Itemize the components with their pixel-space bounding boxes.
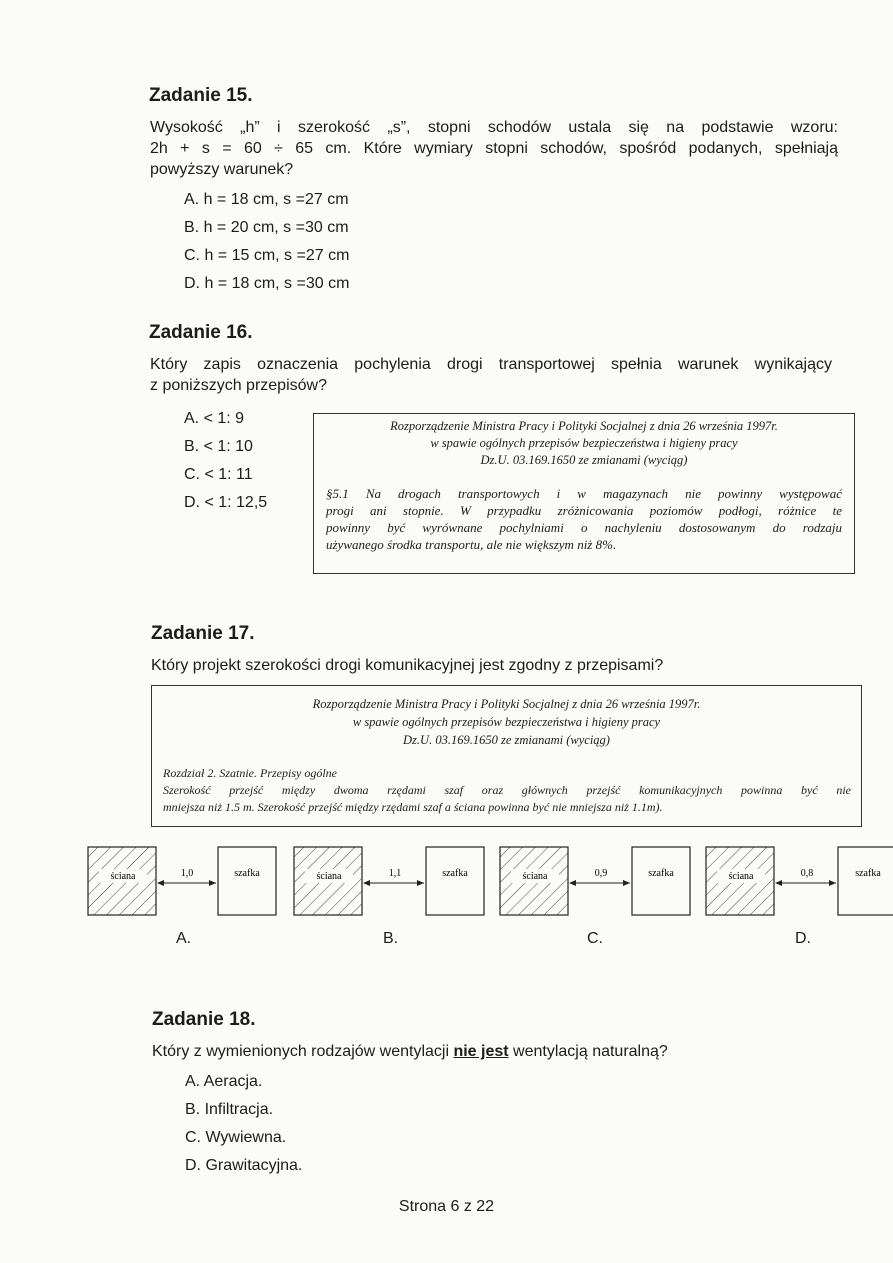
regulation-title-line: Rozporządzenie Ministra Pracy i Polityki Socjalnej z dnia 26 września 1997r.	[312, 697, 701, 711]
q17-diagram-a-letter: A.	[176, 930, 192, 947]
q15-question-line: Wysokość „h” i szerokość „s”, stopni schodów ustala się na podstawie wzoru:	[150, 119, 838, 136]
cabinet-label: szafka	[855, 868, 881, 879]
regulation-title-line: w spawie ogólnych przepisów bezpieczeństwa i higieny pracy	[352, 715, 661, 729]
q16-regulation-title	[314, 418, 854, 469]
q18-option-a: A. Aeracja.	[185, 1073, 263, 1090]
q16-question-line: z poniższych przepisów?	[150, 377, 327, 394]
q15-option-d: D. h = 18 cm, s =30 cm	[184, 275, 350, 292]
q15-question-line: powyższy warunek?	[150, 161, 294, 178]
distance-label: 1,1	[388, 868, 402, 879]
cabinet-block	[632, 847, 690, 915]
q17-regulation-title	[152, 695, 861, 749]
cabinet-label: szafka	[648, 868, 674, 879]
wall-label: ściana	[316, 871, 342, 882]
q17-regulation-box	[151, 685, 862, 827]
q18-option-d: D. Grawitacyjna.	[185, 1157, 303, 1174]
q17-diagram-d	[705, 845, 893, 917]
q18-option-c: C. Wywiewna.	[185, 1129, 287, 1146]
q16-option-d: D. < 1: 12,5	[184, 494, 268, 511]
wall-label: ściana	[522, 871, 548, 882]
regulation-text-line: mniejsza niż 1.5 m. Szerokość przejść między rzędami szaf a ściana powinna być nie mniejsza niż 1.1m).	[163, 800, 663, 814]
q17-diagram-b-letter: B.	[383, 930, 399, 947]
cabinet-label: szafka	[442, 868, 468, 879]
regulation-text-line: §5.1 Na drogach transportowych i w magazynach nie powinny występować	[326, 486, 842, 501]
wall-label: ściana	[728, 871, 754, 882]
q15-option-b: B. h = 20 cm, s =30 cm	[184, 219, 349, 236]
q16-regulation-box	[313, 413, 855, 574]
cabinet-block	[218, 847, 276, 915]
cabinet-label: szafka	[234, 868, 260, 879]
q15-heading: Zadanie 15.	[149, 85, 253, 106]
regulation-text-line: Szerokość przejść między dwoma rzędami szaf oraz głównych przejść komunikacyjnych powinna być nie	[163, 783, 851, 797]
cabinet-block	[426, 847, 484, 915]
q18-question-emphasis: nie jest	[453, 1043, 509, 1060]
regulation-title-line: Dz.U. 03.169.1650 ze zmianami (wyciąg)	[480, 453, 688, 467]
q17-diagram-c	[499, 845, 693, 917]
q17-diagram-b	[293, 845, 487, 917]
q18-question-prefix: Który z wymienionych rodzajów wentylacji	[152, 1043, 454, 1060]
q16-regulation-text	[326, 485, 842, 553]
distance-label: 0,8	[800, 868, 814, 879]
regulation-text-line: używanego środka transportu, ale nie większym niż 8%.	[326, 537, 617, 552]
q17-diagram-d-letter: D.	[795, 930, 811, 947]
q16-option-c: C. < 1: 11	[184, 466, 253, 483]
q18-question	[152, 1041, 668, 1062]
regulation-text-line: progi ani stopnie. W przypadku zróżnicowania poziomów podłogi, różnice te	[326, 503, 842, 518]
q16-question-line: Który zapis oznaczenia pochylenia drogi transportowej spełnia warunek wynikający	[150, 356, 832, 373]
q18-question-suffix: wentylacją naturalną?	[508, 1043, 668, 1060]
q18-heading: Zadanie 18.	[152, 1009, 256, 1030]
regulation-text-line: Rozdział 2. Szatnie. Przepisy ogólne	[163, 766, 337, 780]
q17-question: Który projekt szerokości drogi komunikacyjnej jest zgodny z przepisami?	[151, 657, 664, 674]
distance-label: 0,9	[594, 868, 608, 879]
distance-label: 1,0	[180, 868, 194, 879]
q16-question	[150, 354, 832, 396]
q15-question	[150, 117, 838, 180]
q15-option-a: A. h = 18 cm, s =27 cm	[184, 191, 349, 208]
q17-diagram-c-letter: C.	[587, 930, 603, 947]
q16-option-a: A. < 1: 9	[184, 410, 245, 427]
regulation-text-line: powinny być wyrównane pochylniami o nachyleniu dostosowanym do rodzaju	[326, 520, 842, 535]
wall-label: ściana	[110, 871, 136, 882]
regulation-title-line: Rozporządzenie Ministra Pracy i Polityki Socjalnej z dnia 26 września 1997r.	[390, 419, 778, 433]
q16-heading: Zadanie 16.	[149, 322, 253, 343]
q15-option-c: C. h = 15 cm, s =27 cm	[184, 247, 350, 264]
q17-diagram-a	[87, 845, 279, 917]
q18-option-b: B. Infiltracja.	[185, 1101, 274, 1118]
page-number: Strona 6 z 22	[398, 1198, 495, 1215]
q15-question-line: 2h + s = 60 ÷ 65 cm. Które wymiary stopni schodów, spośród podanych, spełniają	[150, 140, 838, 157]
regulation-title-line: w spawie ogólnych przepisów bezpieczeństwa i higieny pracy	[430, 436, 738, 450]
q17-regulation-text	[163, 765, 851, 816]
q17-heading: Zadanie 17.	[151, 623, 255, 644]
cabinet-block	[838, 847, 893, 915]
regulation-title-line: Dz.U. 03.169.1650 ze zmianami (wyciąg)	[403, 733, 610, 747]
q16-option-b: B. < 1: 10	[184, 438, 253, 455]
